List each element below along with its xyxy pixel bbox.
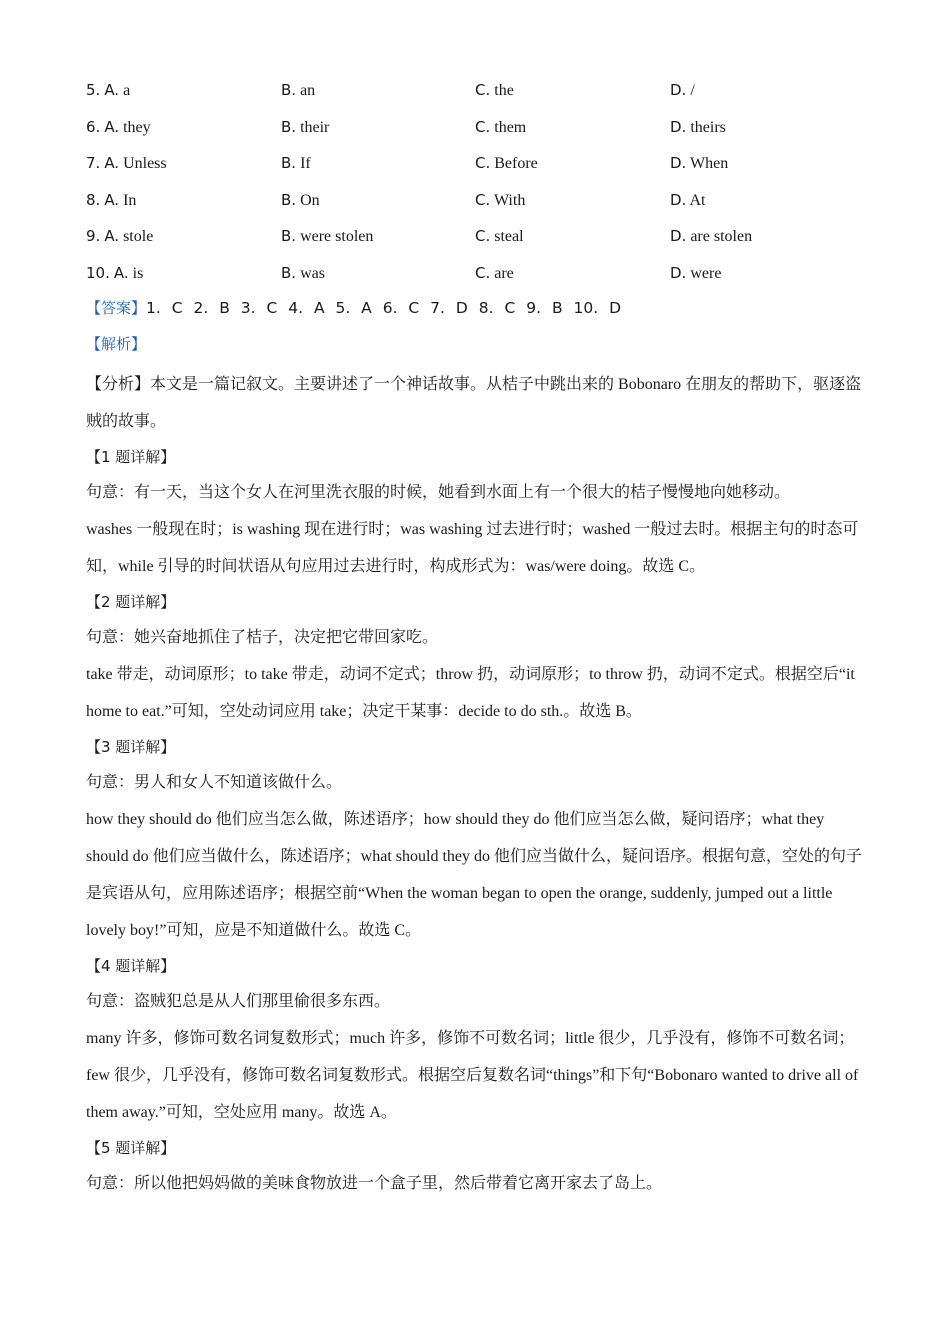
option-b: B. were stolen bbox=[281, 227, 374, 245]
option-b: B. an bbox=[281, 81, 316, 99]
detail-explain-1: washes 一般现在时；is washing 现在进行时；was washing 过去进行时；washed 一般过去时。根据主句的时态可知，while 引导的时间状语从句应用过去进行时，构成形式为：was/were doing。故选 C。 bbox=[86, 521, 859, 575]
question-number: 5. bbox=[86, 81, 101, 99]
option-row-8 bbox=[86, 188, 886, 225]
option-b: B. was bbox=[281, 263, 325, 282]
option-b: B. On bbox=[281, 190, 320, 209]
question-number: 6. bbox=[86, 117, 101, 136]
answer-values: 1. C 2. B 3. C 4. A 5. A 6. C 7. D 8. C 9. B 10. D bbox=[146, 299, 622, 317]
option-a: 9. A. stole bbox=[86, 227, 154, 245]
detail-explain-3: how they should do 他们应当怎么做，陈述语序；how should they do 他们应当怎么做，疑问语序；what they should do 他们应当做什么，陈述语序；what should they do 他们应当做什么，疑问语序。根据句意，空处的句子是宾语从句，应用陈述语序；根据空前“When the woman began to open the orange, suddenly, jumped out a little lovely boy!”可知，应是不知道做什么。故选 C。 bbox=[86, 811, 862, 939]
question-number: 7. bbox=[86, 154, 101, 172]
option-c: C. the bbox=[475, 81, 514, 99]
question-number: 9. bbox=[86, 227, 101, 245]
analysis-paragraph bbox=[86, 366, 866, 440]
detail-head-1: 【1 题详解】 bbox=[86, 448, 176, 466]
option-d: D. / bbox=[670, 81, 695, 99]
option-d: D. theirs bbox=[670, 117, 726, 136]
detail-meaning-2: 句意：她兴奋地抓住了桔子，决定把它带回家吃。 bbox=[86, 629, 439, 646]
detail-head-3: 【3 题详解】 bbox=[86, 738, 176, 756]
answer-line bbox=[86, 296, 621, 321]
detail-explain-4: many 许多，修饰可数名词复数形式；much 许多，修饰不可数名词；little 很少，几乎没有，修饰不可数名词；few 很少，几乎没有，修饰可数名词复数形式。根据空后复数名词“things”和下句“Bobonaro wanted to drive all of them away.”可知，空处应用 many。故选 A。 bbox=[86, 1030, 859, 1121]
option-row-5 bbox=[86, 78, 886, 115]
option-c: C. are bbox=[475, 263, 514, 282]
options-list bbox=[86, 78, 886, 297]
option-d: D. are stolen bbox=[670, 227, 753, 245]
analysis-tag: 【解析】 bbox=[86, 335, 147, 353]
option-b: B. their bbox=[281, 117, 330, 136]
option-c: C. them bbox=[475, 117, 527, 136]
option-d: D. At bbox=[670, 190, 706, 209]
option-a: 7. A. Unless bbox=[86, 154, 167, 172]
detail-meaning-5: 句意：所以他把妈妈做的美味食物放进一个盒子里，然后带着它离开家去了岛上。 bbox=[86, 1175, 663, 1192]
analysis-head: 【分析】 bbox=[86, 376, 151, 393]
question-number: 8. bbox=[86, 190, 101, 209]
option-a: 8. A. In bbox=[86, 190, 137, 209]
answer-tag: 【答案】 bbox=[86, 299, 147, 317]
option-c: C. steal bbox=[475, 227, 524, 245]
option-b: B. If bbox=[281, 154, 311, 172]
detail-explain-2: take 带走，动词原形；to take 带走，动词不定式；throw 扔，动词原形；to throw 扔，动词不定式。根据空后“it home to eat.”可知，空处动词应用 take；决定干某事：decide to do sth.。故选 B。 bbox=[86, 666, 855, 720]
explanation-body bbox=[86, 366, 866, 1202]
detail-head-5: 【5 题详解】 bbox=[86, 1139, 176, 1157]
option-c: C. With bbox=[475, 190, 526, 209]
analysis-text: 本文是一篇记叙文。主要讲述了一个神话故事。从桔子中跳出来的 Bobonaro 在朋友的帮助下，驱逐盗贼的故事。 bbox=[86, 376, 862, 430]
option-a: 6. A. they bbox=[86, 117, 151, 136]
detail-head-4: 【4 题详解】 bbox=[86, 957, 176, 975]
detail-meaning-1: 句意：有一天，当这个女人在河里洗衣服的时候，她看到水面上有一个很大的桔子慢慢地向她移动。 bbox=[86, 484, 791, 501]
option-row-10 bbox=[86, 261, 886, 298]
option-d: D. were bbox=[670, 263, 722, 282]
option-a: 10. A. is bbox=[86, 263, 144, 282]
option-a: 5. A. a bbox=[86, 81, 131, 99]
detail-head-2: 【2 题详解】 bbox=[86, 593, 176, 611]
option-d: D. When bbox=[670, 154, 729, 172]
option-row-9 bbox=[86, 224, 886, 261]
detail-meaning-3: 句意：男人和女人不知道该做什么。 bbox=[86, 774, 343, 791]
option-row-7 bbox=[86, 151, 886, 188]
question-number: 10. bbox=[86, 263, 110, 282]
option-c: C. Before bbox=[475, 154, 538, 172]
option-row-6 bbox=[86, 115, 886, 152]
detail-meaning-4: 句意：盗贼犯总是从人们那里偷很多东西。 bbox=[86, 993, 391, 1010]
